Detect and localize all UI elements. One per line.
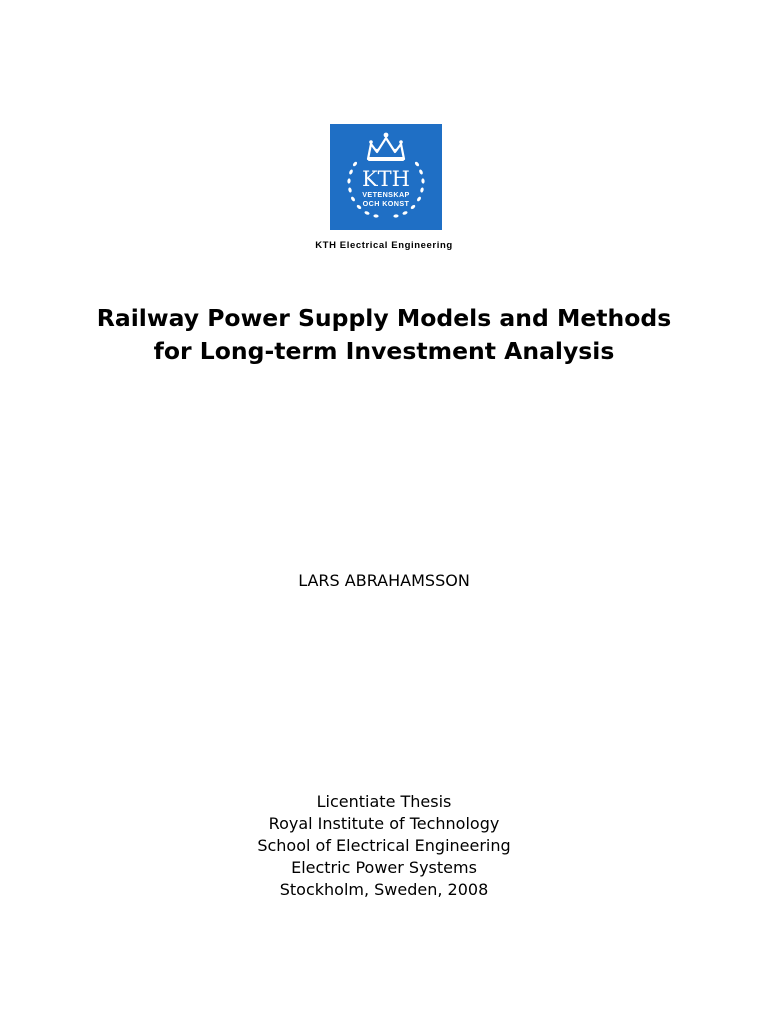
thesis-title-line1: Railway Power Supply Models and Methods — [96, 304, 672, 332]
thesis-info — [0, 791, 768, 901]
division: Electric Power Systems — [291, 858, 477, 877]
school: School of Electrical Engineering — [257, 836, 511, 855]
thesis-type: Licentiate Thesis — [316, 792, 452, 811]
kth-logo — [330, 124, 442, 230]
logo-motto-line1: VETENSKAP — [362, 190, 410, 199]
logo-motto-line2: OCH KONST — [362, 199, 410, 208]
logo-text: KTH — [361, 167, 411, 191]
place-and-year: Stockholm, Sweden, 2008 — [279, 880, 489, 899]
institution: Royal Institute of Technology — [268, 814, 500, 833]
thesis-title-line2: for Long-term Investment Analysis — [153, 337, 615, 365]
author-name: LARS ABRAHAMSSON — [298, 571, 470, 590]
thesis-title — [0, 302, 768, 368]
department-name: KTH Electrical Engineering — [315, 240, 453, 251]
